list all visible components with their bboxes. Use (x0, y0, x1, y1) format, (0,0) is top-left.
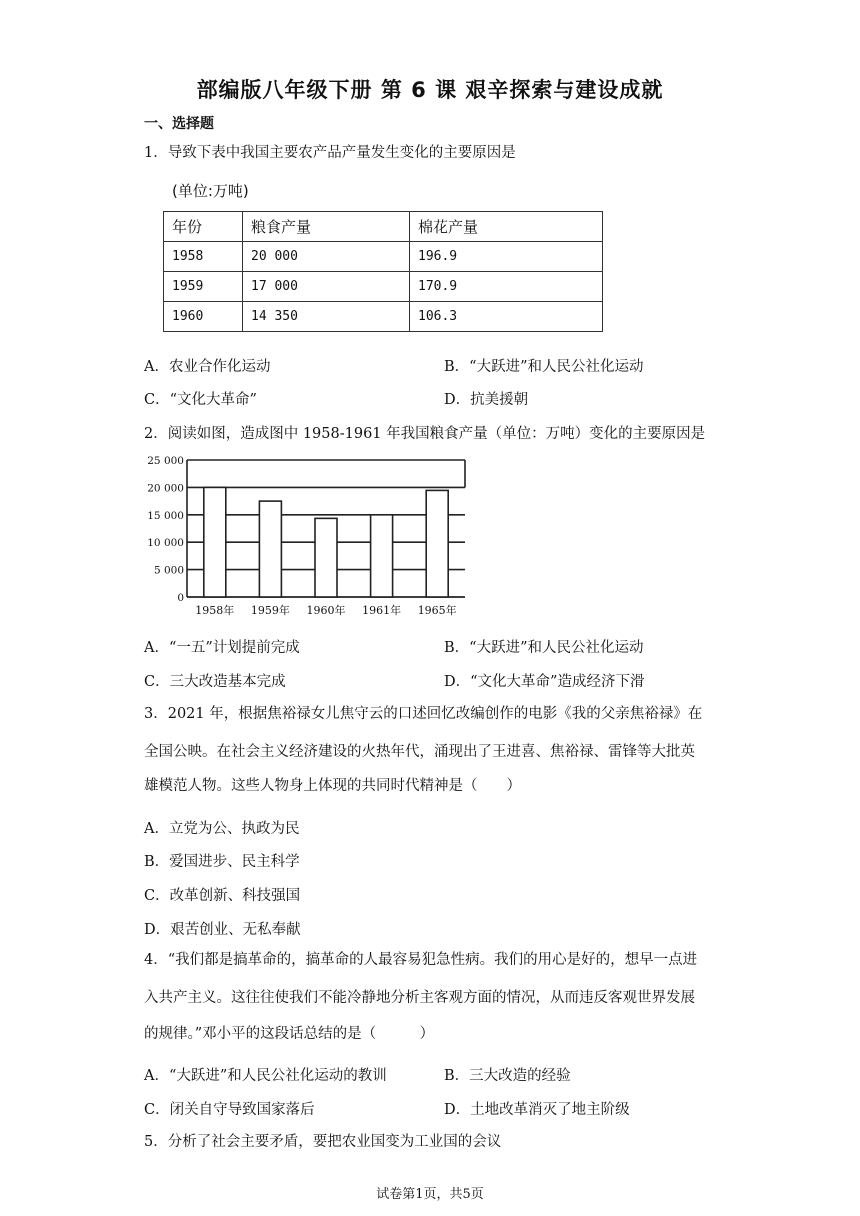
table-header-row (164, 212, 603, 242)
grain-output-bar-chart (130, 452, 475, 622)
question-1-stem: 1．导致下表中我国主要农产品产量发生变化的主要原因是 (144, 145, 516, 161)
q4-option-b[interactable]: B．三大改造的经验 (444, 1068, 571, 1084)
bar (315, 518, 337, 597)
question-4-line-1: 4．“我们都是搞革命的，搞革命的人最容易犯急性病。我们的用心是好的，想早一点进 (144, 952, 698, 968)
table-row (164, 242, 603, 272)
question-2-stem: 2．阅读如图，造成图中 1958-1961 年我国粮食产量（单位：万吨）变化的主要原因是 (144, 426, 706, 442)
production-table (163, 211, 603, 332)
table-header-cell: 年份 (164, 212, 243, 242)
table-cell: 1958 (164, 242, 243, 272)
q4-option-c[interactable]: C．闭关自守导致国家落后 (144, 1102, 315, 1118)
bar (426, 490, 448, 597)
y-tick-label: 20 000 (147, 482, 184, 495)
bar (259, 501, 281, 597)
section-heading: 一、选择题 (144, 116, 214, 132)
page-title: 部编版八年级下册 第 6 课 艰辛探索与建设成就 (196, 78, 664, 102)
table-cell: 17 000 (243, 272, 410, 302)
table-unit-label: (单位:万吨) (172, 182, 249, 200)
table-cell: 1960 (164, 302, 243, 332)
x-tick-label: 1960年 (306, 604, 346, 617)
q2-option-d[interactable]: D．“文化大革命”造成经济下滑 (444, 674, 645, 690)
table-header-cell: 粮食产量 (243, 212, 410, 242)
table-cell: 106.3 (410, 302, 603, 332)
question-3-line-2: 全国公映。在社会主义经济建设的火热年代，涌现出了王进喜、焦裕禄、雷锋等大批英 (144, 744, 695, 760)
q2-option-a[interactable]: A．“一五”计划提前完成 (144, 640, 300, 656)
table-header-cell: 棉花产量 (410, 212, 603, 242)
q3-option-d[interactable]: D．艰苦创业、无私奉献 (144, 922, 301, 938)
q3-option-c[interactable]: C．改革创新、科技强国 (144, 888, 301, 904)
table-row (164, 272, 603, 302)
question-4-line-2: 入共产主义。这往往使我们不能冷静地分析主客观方面的情况，从而违反客观世界发展 (144, 990, 695, 1006)
x-tick-label: 1961年 (362, 604, 402, 617)
q3-option-a[interactable]: A．立党为公、执政为民 (144, 821, 300, 837)
q2-option-b[interactable]: B．“大跃进”和人民公社化运动 (444, 640, 644, 656)
q4-option-a[interactable]: A．“大跃进”和人民公社化运动的教训 (144, 1068, 387, 1084)
question-5-stem: 5．分析了社会主要矛盾，要把农业国变为工业国的会议 (144, 1134, 502, 1150)
y-tick-label: 25 000 (147, 455, 184, 467)
question-3-line-3: 雄模范人物。这些人物身上体现的共同时代精神是（ ） (144, 778, 521, 794)
q3-option-b[interactable]: B．爱国进步、民主科学 (144, 854, 300, 870)
question-4-line-3: 的规律。”邓小平的这段话总结的是（ ） (144, 1026, 435, 1042)
y-tick-label: 15 000 (147, 509, 184, 522)
q4-option-d[interactable]: D．土地改革消灭了地主阶级 (444, 1102, 630, 1118)
q2-option-c[interactable]: C．三大改造基本完成 (144, 674, 286, 690)
bar (371, 515, 393, 597)
q1-option-b[interactable]: B．“大跃进”和人民公社化运动 (444, 359, 644, 375)
q1-option-c[interactable]: C．“文化大革命” (144, 392, 257, 408)
x-tick-label: 1965年 (417, 604, 457, 617)
table-cell: 196.9 (410, 242, 603, 272)
y-tick-label: 0 (177, 592, 184, 604)
bar (204, 487, 226, 597)
x-tick-label: 1959年 (250, 604, 290, 617)
table-row (164, 302, 603, 332)
page-footer: 试卷第1页，共5页 (376, 1187, 484, 1202)
table-cell: 1959 (164, 272, 243, 302)
question-3-line-1: 3．2021 年，根据焦裕禄女儿焦守云的口述回忆改编创作的电影《我的父亲焦裕禄》在 (144, 706, 703, 722)
table-cell: 20 000 (243, 242, 410, 272)
y-tick-label: 5 000 (153, 564, 184, 577)
y-tick-label: 10 000 (147, 537, 184, 550)
q1-option-d[interactable]: D．抗美援朝 (444, 392, 529, 408)
q1-option-a[interactable]: A．农业合作化运动 (144, 359, 271, 375)
table-cell: 170.9 (410, 272, 603, 302)
x-tick-label: 1958年 (195, 604, 235, 617)
table-cell: 14 350 (243, 302, 410, 332)
